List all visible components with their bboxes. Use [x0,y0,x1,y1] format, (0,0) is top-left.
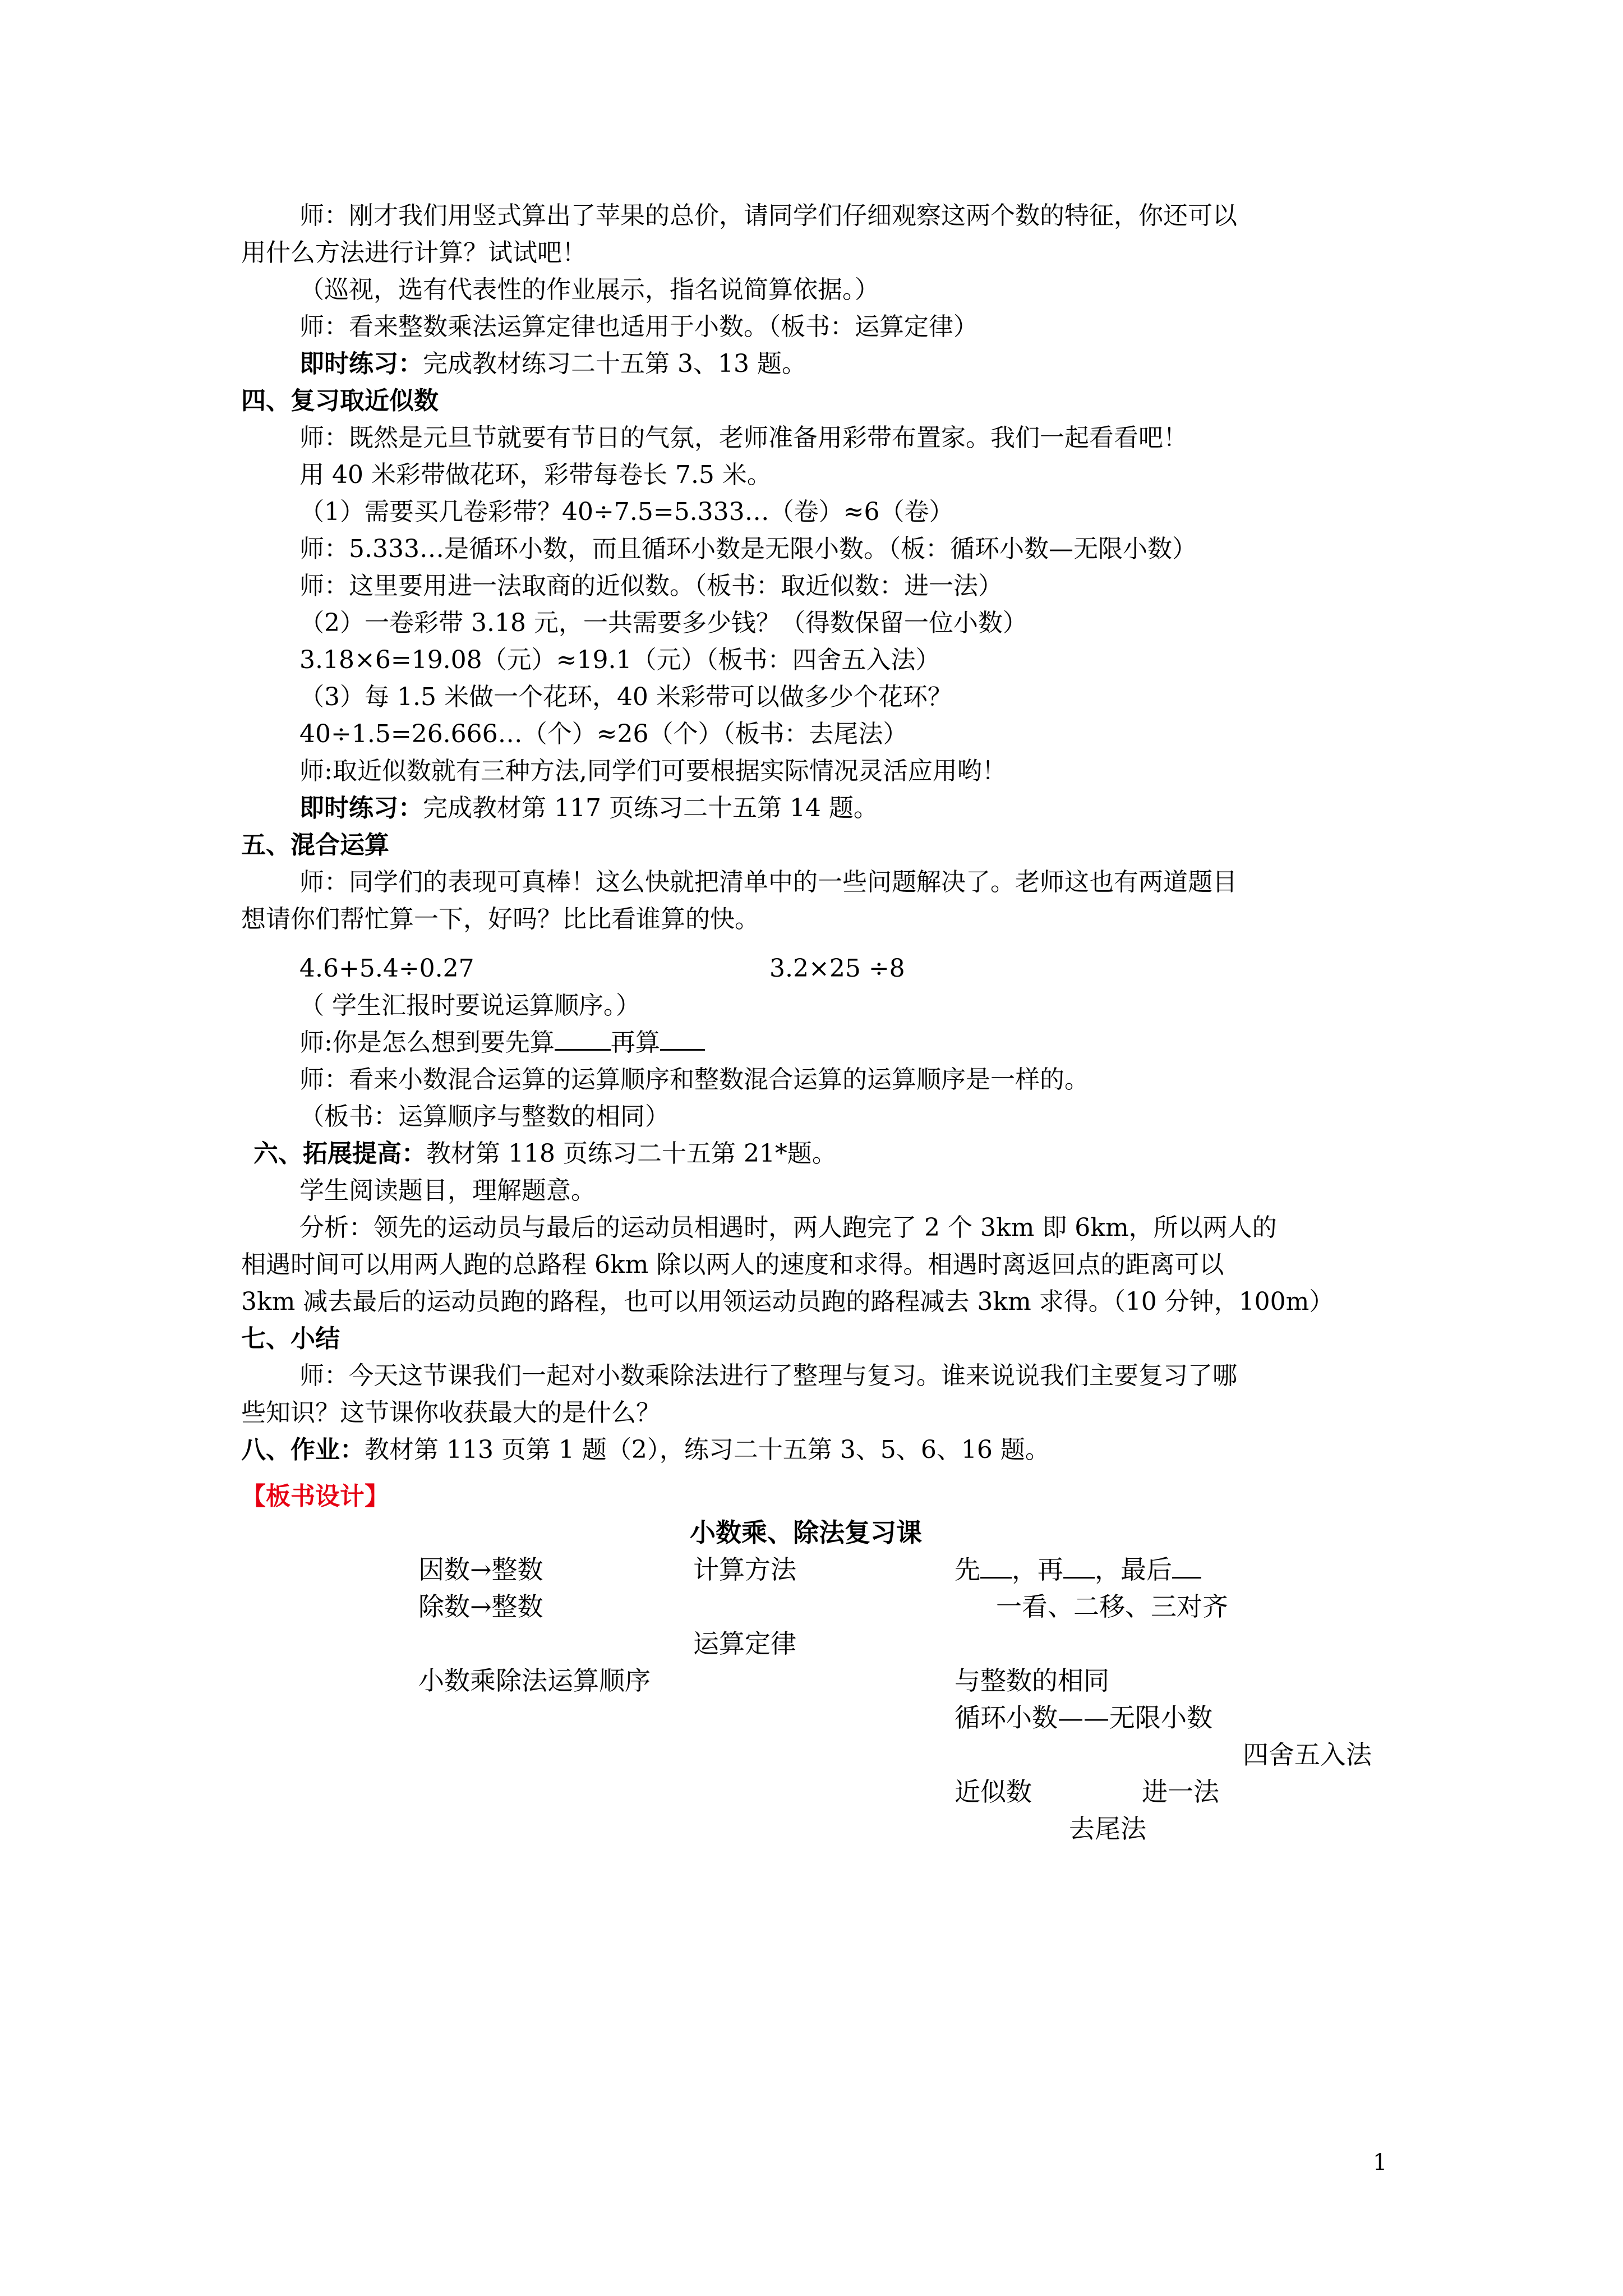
paragraph [299,273,879,307]
text-segment: 相遇时间可以用两人跑的总路程 6km 除以两人的速度和求得。相遇时离返回点的距离可以 [241,1250,1224,1279]
paragraph [299,1100,670,1134]
paragraph [241,1396,661,1430]
text-segment: （2）一卷彩带 3.18 元，一共需要多少钱？（得数保留一位小数） [299,609,1027,637]
text-segment: 师：既然是元旦节就要有节日的气氛，老师准备用彩带布置家。我们一起看看吧！ [299,424,1188,452]
text-segment: （板书：运算顺序与整数的相同） [299,1102,670,1131]
paragraph [299,792,878,825]
text-segment: （巡视，选有代表性的作业展示，指名说简算依据。） [299,275,879,304]
text-segment: 师：看来整数乘法运算定律也适用于小数。（板书：运算定律） [299,312,978,341]
text-segment: （3）每 1.5 米做一个花环，40 米彩带可以做多少个花环？ [299,683,952,711]
board-round-up: 进一法 [1142,1777,1219,1807]
board-order-then: ，再 [1012,1554,1063,1585]
text-segment: 用什么方法进行计算？试试吧！ [241,238,587,267]
board-blank [980,1554,1012,1579]
text-segment: 完成教材练习二十五第 3、13 题。 [423,349,806,378]
blank-question-middle: 再算 [610,1028,660,1057]
text-segment: 些知识？这节课你收获最大的是什么？ [241,1398,661,1427]
board-calc-method: 计算方法 [693,1554,796,1585]
section-heading [241,829,389,862]
board-recurring: 循环小数——无限小数 [955,1703,1212,1733]
bold-text: 八、作业： [241,1435,365,1464]
text-segment: 师：5.333…是循环小数，而且循环小数是无限小数。（板：循环小数—无限小数） [299,535,1197,563]
expression-right: 3.2×25 ÷8 [769,954,905,983]
blank-question-prefix: 师:你是怎么想到要先算 [299,1028,555,1057]
paragraph [299,866,1237,899]
text-segment: 师：看来小数混合运算的运算顺序和整数混合运算的运算顺序是一样的。 [299,1065,1089,1094]
bold-text: 即时练习： [299,349,423,378]
board-same-as-int: 与整数的相同 [955,1665,1109,1696]
expression-left: 4.6+5.4÷0.27 [299,954,474,983]
paragraph [299,1174,596,1208]
paragraph [299,495,954,529]
bold-text: 六、拓展提高： [253,1139,426,1168]
text-segment: 40÷1.5=26.666…（个）≈26（个）（板书：去尾法） [299,720,908,748]
text-segment: 3km 减去最后的运动员跑的路程，也可以用领运动员跑的路程减去 3km 求得。（10 分钟，100m） [241,1287,1334,1316]
board-factor-integer: 因数→整数 [418,1554,543,1585]
board-order-first: 先 [955,1554,980,1585]
paragraph [241,1248,1224,1282]
paragraph [241,903,759,936]
paragraph [299,680,952,714]
text-segment: 想请你们帮忙算一下，好吗？比比看谁算的快。 [241,905,759,933]
bold-text: 五、混合运算 [241,831,389,859]
bold-text: 四、复习取近似数 [241,386,439,415]
text-segment: 分析：领先的运动员与最后的运动员相遇时，两人跑完了 2 个 3km 即 6km，所以两人的 [299,1213,1277,1242]
paragraph [241,1285,1334,1319]
paragraph [299,989,640,1023]
board-heading: 【板书设计】 [241,1482,389,1511]
page-number: 1 [1373,2150,1387,2175]
paragraph [299,199,1237,233]
answer-blank [555,1027,611,1051]
board-align-rule: 一看、二移、三对齐 [996,1591,1228,1622]
paragraph [299,310,978,344]
bold-text: 七、小结 [241,1324,340,1353]
text-segment: 学生阅读题目，理解题意。 [299,1176,596,1205]
board-title: 小数乘、除法复习课 [690,1517,922,1548]
board-round-half: 四舍五入法 [1243,1740,1372,1770]
text-segment: 完成教材第 117 页练习二十五第 14 题。 [423,794,878,822]
paragraph [299,532,1197,566]
paragraph [299,569,1003,603]
text-segment: （1）需要买几卷彩带？40÷7.5=5.333…（卷）≈6（卷） [299,498,954,526]
text-segment: 师：这里要用进一法取商的近似数。（板书：取近似数：进一法） [299,572,1003,600]
board-order-last: ，最后 [1095,1554,1172,1585]
section-heading [241,384,439,418]
board-op-laws: 运算定律 [693,1628,796,1659]
paragraph [299,754,1007,788]
board-order [955,1553,1201,1586]
blank-question [299,1026,705,1060]
paragraph [299,347,806,381]
text-segment: 教材第 118 页练习二十五第 21*题。 [426,1139,837,1168]
paragraph [299,643,940,677]
text-segment: 师：刚才我们用竖式算出了苹果的总价，请同学们仔细观察这两个数的特征，你还可以 [299,201,1237,230]
board-approx: 近似数 [955,1777,1032,1807]
board-divisor-integer: 除数→整数 [418,1591,543,1622]
paragraph [299,458,772,492]
text-segment: 师：同学们的表现可真棒！这么快就把清单中的一些问题解决了。老师这也有两道题目 [299,868,1237,896]
text-segment: （ 学生汇报时要说运算顺序。） [299,991,640,1020]
paragraph [299,1359,1237,1393]
board-blank [1063,1554,1095,1579]
text-segment: 师:取近似数就有三种方法,同学们可要根据实际情况灵活应用哟！ [299,757,1007,785]
section-heading [241,1433,1050,1467]
paragraph [299,1063,1089,1097]
text-segment: 用 40 米彩带做花环，彩带每卷长 7.5 米。 [299,461,772,489]
text-segment: 师：今天这节课我们一起对小数乘除法进行了整理与复习。谁来说说我们主要复习了哪 [299,1361,1237,1390]
board-truncate: 去尾法 [1069,1814,1146,1844]
text-segment: 教材第 113 页第 1 题（2），练习二十五第 3、5、6、16 题。 [365,1435,1050,1464]
paragraph [299,606,1027,640]
text-segment: 3.18×6=19.08（元）≈19.1（元）（板书：四舍五入法） [299,646,940,674]
board-op-order: 小数乘除法运算顺序 [418,1665,651,1696]
paragraph [299,1211,1277,1245]
board-blank [1172,1554,1201,1579]
section-heading [241,1322,340,1356]
section-heading [253,1137,837,1171]
paragraph [299,717,908,751]
paragraph [241,236,587,270]
answer-blank [660,1027,705,1051]
bold-text: 即时练习： [299,794,423,822]
paragraph [299,421,1188,455]
